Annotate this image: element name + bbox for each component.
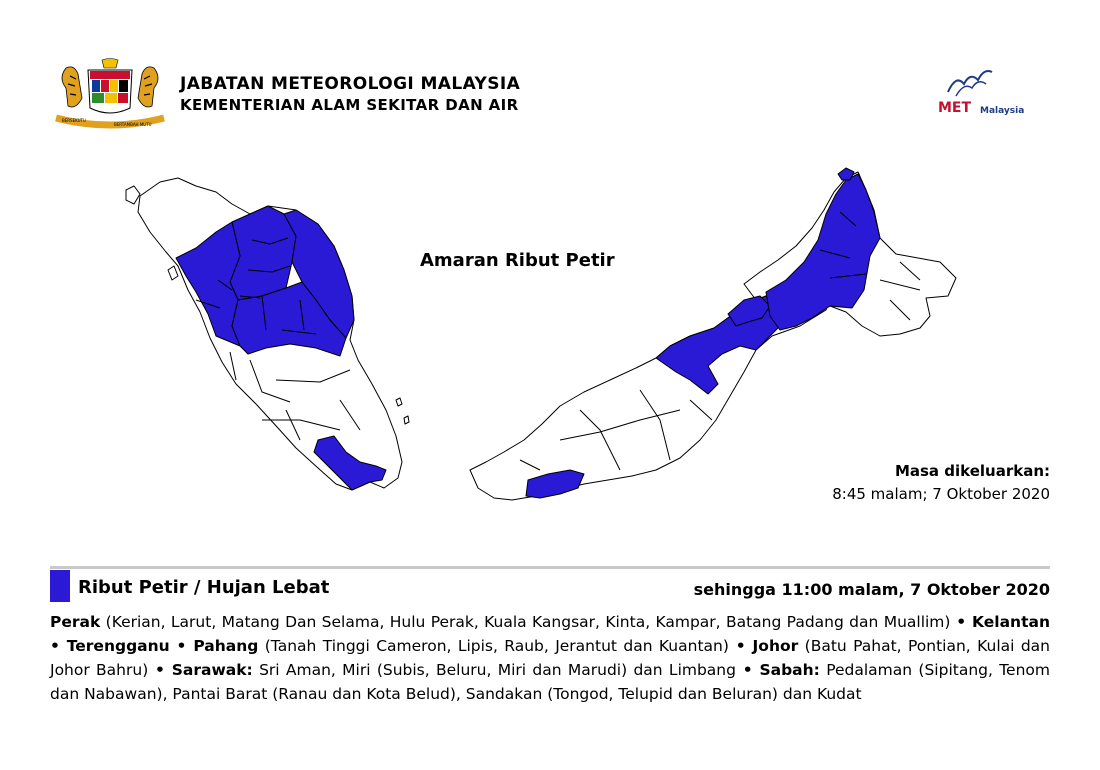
met-logo-text: MET [938,100,972,116]
detail-districts: Pedalaman (Sipitang, Tenom dan Nabawan), Pantai Barat (Ranau dan Kota Belud), Sandakan (Tongod, Telupid dan Beluran) dan Kudat [50,661,1051,703]
issued-time-value: 8:45 malam; 7 Oktober 2020 [832,485,1050,503]
east-malaysia [470,168,956,500]
ministry-name: KEMENTERIAN ALAM SEKITAR DAN AIR [180,96,519,114]
map-title: Amaran Ribut Petir [420,250,615,271]
detail-separator: • [728,637,753,655]
detail-separator: • [735,661,760,679]
detail-districts: Sri Aman, Miri (Subis, Beluru, Miri dan Marudi) dan Limbang [252,661,736,679]
detail-state-name: Pahang [193,637,259,655]
detail-separator: • [50,637,67,655]
warning-details [50,610,1050,706]
islet-east [396,398,402,406]
islet-east2 [404,416,409,424]
detail-state-name: Johor [752,637,799,655]
detail-state-name: Sarawak: [171,661,253,679]
detail-separator: • [169,637,194,655]
island-langkawi [126,186,140,204]
detail-districts: (Tanah Tinggi Cameron, Lipis, Raub, Jerantut dan Kuantan) [258,637,729,655]
malaysia-coat-of-arms-logo [48,58,172,134]
detail-state-name: Sabah: [759,661,820,679]
detail-state-name: Kelantan [972,613,1050,631]
met-malaysia-logo [930,66,1050,122]
warning-color-swatch [50,570,70,602]
detail-state-name: Terengganu [66,637,170,655]
section-divider [50,566,1050,569]
detail-districts: (Batu Pahat, Pontian, Kulai dan Johor Bahru) [50,637,1050,679]
warning-type-title: Ribut Petir / Hujan Lebat [78,577,330,598]
peninsular-malaysia [126,178,409,490]
detail-separator: • [950,613,973,631]
warning-valid-until: sehingga 11:00 malam, 7 Oktober 2020 [693,580,1050,599]
region-kelantan [230,206,296,300]
crest-motto-right: BERTAMBAH MUTU [114,122,152,127]
issued-time-label: Masa dikeluarkan: [894,462,1050,480]
detail-separator: • [148,661,172,679]
detail-state-name: Perak [50,613,101,631]
met-logo-subtext: Malaysia [980,106,1025,116]
crest-motto-left: BERSEKUTU [62,118,86,123]
detail-districts: (Kerian, Larut, Matang Dan Selama, Hulu Perak, Kuala Kangsar, Kinta, Kampar, Batang Padang dan Muallim) [100,613,951,631]
island-penang [168,266,178,280]
organization-name: JABATAN METEOROLOGI MALAYSIA [180,74,521,94]
